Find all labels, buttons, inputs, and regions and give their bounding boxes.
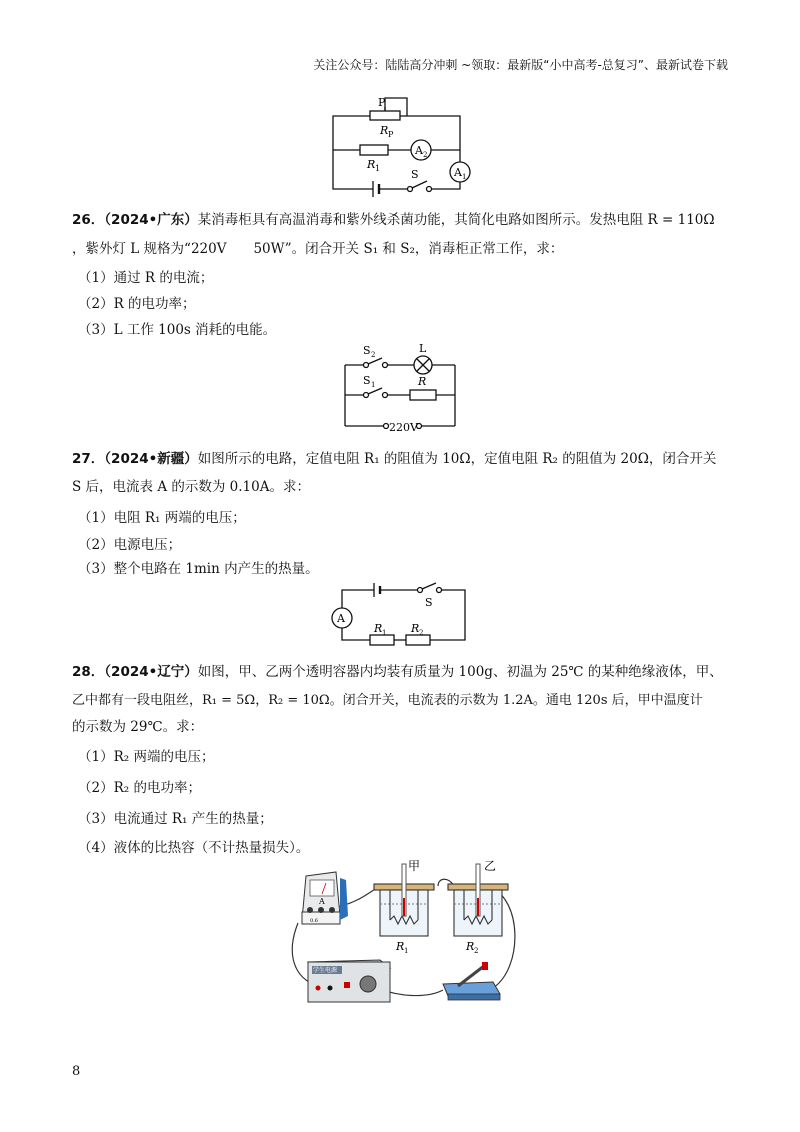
label-r2-sub: 2 (419, 629, 424, 637)
label-r1-sub: 1 (375, 164, 381, 173)
label-a2-sub: 2 (423, 151, 428, 159)
q28-item-3: （3）电流通过 R₁ 产生的热量； (78, 811, 273, 827)
label-r1: R (396, 940, 405, 953)
q28-number: 28． (72, 664, 105, 680)
q26-item-3: （3）L 工作 100s 消耗的电能。 (78, 322, 277, 338)
q26-line1 (72, 208, 732, 233)
q27-line2: S 后，电流表 A 的示数为 0.10A。求： (72, 479, 310, 495)
q28-line3: 的示数为 29℃。求： (72, 719, 204, 735)
label-s: S (411, 168, 419, 181)
label-r1: R (374, 622, 383, 635)
q28-line1 (72, 660, 732, 685)
label-r1-sub: 1 (382, 629, 387, 637)
q27-item-2: （2）电源电压； (78, 537, 182, 553)
label-r2: R (466, 940, 475, 953)
q26-item-1: （1）通过 R 的电流； (78, 270, 214, 286)
q28-item-1: （1）R₂ 两端的电压； (78, 749, 215, 765)
q28-text-1: 如图，甲、乙两个透明容器内均装有质量为 100g、初温为 25℃ 的某种绝缘液体，甲、 (197, 664, 723, 680)
label-r2-sub: 2 (474, 947, 479, 955)
q27-item-3: （3）整个电路在 1min 内产生的热量。 (78, 561, 319, 577)
q28-apparatus-figure (288, 858, 528, 1010)
label-ammeter: A (319, 897, 325, 906)
label-a2: A (415, 144, 423, 157)
label-s2: S (363, 344, 371, 357)
page-number: 8 (72, 1064, 81, 1079)
knife-switch (443, 962, 500, 1000)
label-rp-sub: P (388, 130, 394, 139)
q27-circuit-diagram (328, 580, 473, 652)
label-s1: S (363, 374, 371, 387)
label-p: P (378, 96, 386, 109)
page-header: 关注公众号：陆陆高分冲刺 ~领取：最新版“小中高考-总复习”、最新试卷下载 (313, 58, 728, 72)
q26-circuit-diagram (335, 340, 465, 438)
q27-text-1: 如图所示的电路，定值电阻 R₁ 的阻值为 10Ω，定值电阻 R₂ 的阻值为 20Ω，闭合开关 (197, 451, 717, 467)
q27-line1 (72, 447, 732, 472)
q26-line2: ，紫外灯 L 规格为“220V 50W”。闭合开关 S₁ 和 S₂，消毒柜正常工作，求： (72, 241, 564, 257)
ammeter (302, 872, 348, 924)
label-scale: 0.6 (310, 918, 318, 924)
q26-text-1: 某消毒柜具有高温消毒和紫外线杀菌功能，其简化电路如图所示。发热电阻 R = 110Ω (197, 212, 715, 228)
label-s2-sub: 2 (371, 351, 376, 359)
label-s: S (425, 596, 433, 609)
label-s1-sub: 1 (371, 381, 376, 389)
q25-circuit-diagram (325, 92, 475, 197)
label-yi: 乙 (484, 859, 497, 873)
label-r2: R (411, 622, 420, 635)
label-r1-sub: 1 (404, 947, 409, 955)
q28-line2: 乙中都有一段电阻丝，R₁ = 5Ω，R₂ = 10Ω。闭合开关，电流表的示数为 1.2A。通电 120s 后，甲中温度计 (72, 693, 703, 708)
q28-item-2: （2）R₂ 的电功率； (78, 780, 201, 796)
label-r1: R (367, 158, 376, 171)
label-jia: 甲 (408, 859, 421, 873)
label-a: A (337, 612, 345, 625)
label-a1: A (454, 166, 462, 179)
q27-number: 27． (72, 451, 105, 467)
q28-item-4: （4）液体的比热容（不计热量损失）。 (78, 840, 310, 856)
q27-source: （2024•新疆） (104, 451, 198, 467)
label-a1-sub: 1 (462, 173, 467, 181)
q27-item-1: （1）电阻 R₁ 两端的电压； (78, 510, 246, 526)
label-l: L (419, 342, 427, 355)
label-rp: R (380, 124, 389, 137)
label-r: R (418, 375, 427, 388)
q26-item-2: （2）R 的电功率； (78, 296, 196, 312)
q28-source: （2024•辽宁） (104, 664, 198, 680)
label-220v: 220V (389, 421, 418, 434)
q26-number: 26． (72, 212, 105, 228)
q26-source: （2024•广东） (104, 212, 198, 228)
label-power-supply: 学生电源 (313, 967, 338, 974)
